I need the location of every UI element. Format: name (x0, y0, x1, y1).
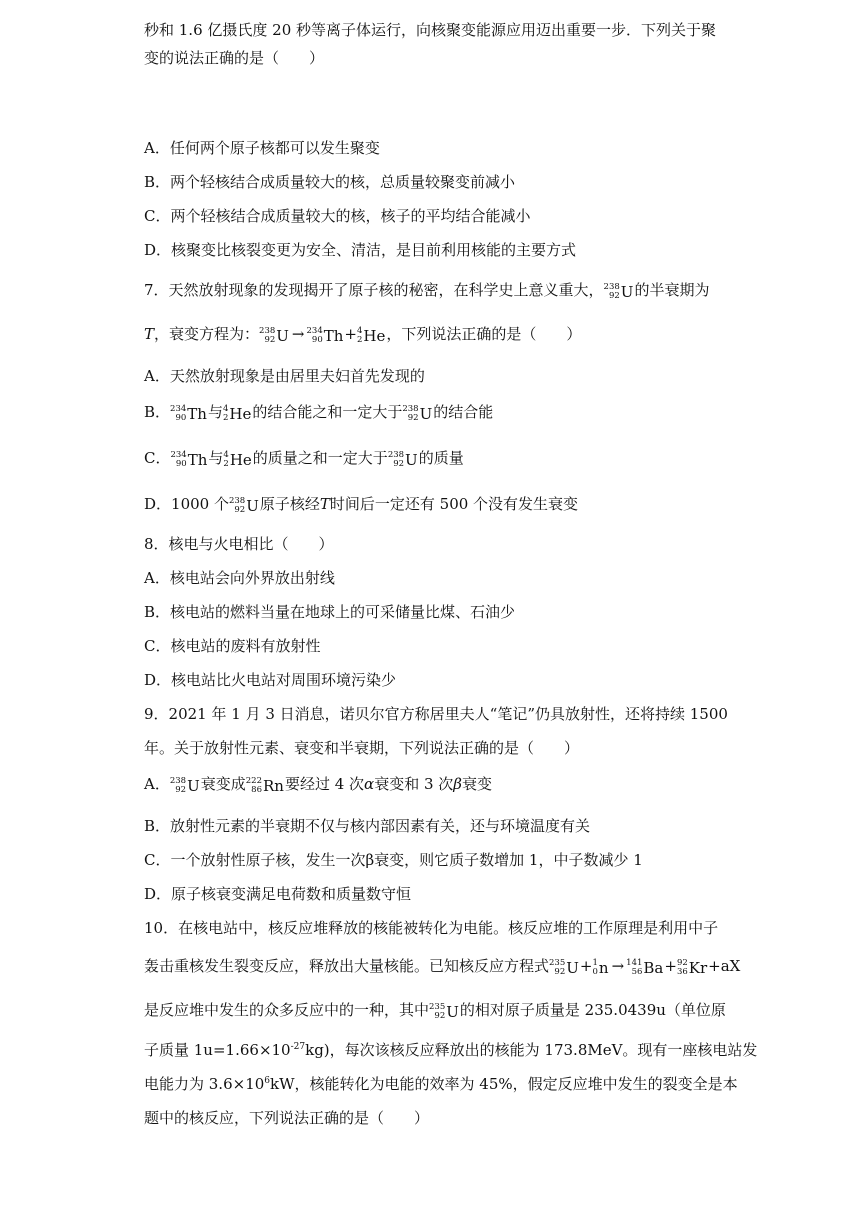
nuclide-neutron: 1 0 n (592, 957, 609, 977)
q10-stem-line5: 电能力为 $3.6\times 10^6kW$，核能转化为电能的效率为 45%，假定反应堆中发生的裂变全是本 (144, 1075, 738, 1093)
nuclide-kr92: 92 36 Kr (676, 957, 708, 977)
q6-option-b: B．两个轻核结合成质量较大的核，总质量较聚变前减小 (144, 173, 516, 191)
q10-stem-line3: 是反应堆中发生的众多反应中的一种，其中 235 92 U的相对原子质量是 235.0439u（单位原 (144, 1001, 726, 1021)
q7-option-b: B． 234 90 Th与 4 2 He的结合能之和一定大于 238 92 U的结合能 (144, 403, 494, 423)
nuclide-u238: 238 92 U (603, 281, 634, 301)
q6-stem-line1: 秒和 1.6 亿摄氏度 20 秒等离子体运行，向核聚变能源应用迈出重要一步．下列关于聚 (144, 21, 717, 39)
nuclide-he4: 4 2 He (356, 325, 386, 345)
nuclide-u238: 238 92 U (387, 449, 418, 469)
nuclide-u235: 235 92 U (549, 957, 579, 977)
nuclide-u235: 235 92 U (429, 1001, 459, 1021)
q10-stem-line1: 10．在核电站中，核反应堆释放的核能被转化为电能。核反应堆的工作原理是利用中子 (144, 919, 719, 937)
q8-option-d: D．核电站比火电站对周围环境污染少 (144, 671, 397, 689)
nuclide-rn222: 222 86 Rn (245, 775, 284, 795)
nuclide-u238: 238 92 U (402, 403, 433, 423)
q9-option-c: C．一个放射性原子核，发生一次β衰变，则它质子数增加 1，中子数减少 1 (144, 851, 643, 869)
q7-option-a: A．天然放射现象是由居里夫妇首先发现的 (144, 367, 425, 385)
nuclide-u238: 238 92 U (228, 495, 259, 515)
nuclide-he4: 4 2 He (223, 449, 252, 469)
nuclide-ba141: 141 56 Ba (626, 957, 664, 977)
q9-stem-line1: 9．2021 年 1 月 3 日消息，诺贝尔官方称居里夫人“笔记”仍具放射性，还将持续 1500 (144, 705, 728, 723)
q9-option-b: B．放射性元素的半衰期不仅与核内部因素有关，还与环境温度有关 (144, 817, 591, 835)
q7-stem-line2: T，衰变方程为： 238 92 U → 234 90 Th+ 4 2 He，下列说法正确的是（ ） (144, 325, 582, 345)
q9-option-d: D．原子核衰变满足电荷数和质量数守恒 (144, 885, 412, 903)
nuclide-th234: 234 90 Th (306, 325, 344, 345)
q6-option-a: A．任何两个原子核都可以发生聚变 (144, 139, 380, 157)
nuclide-u238: 238 92 U (259, 325, 289, 345)
q9-option-a: A． 238 92 U衰变成 222 86 Rn要经过 4 次α衰变和 3 次β衰变 (144, 775, 492, 795)
q7-option-c: C． 234 90 Th与 4 2 He的质量之和一定大于 238 92 U的质量 (144, 449, 464, 469)
q10-stem-line6: 题中的核反应，下列说法正确的是（ ） (144, 1109, 430, 1127)
q6-stem-line2: 变的说法正确的是（ ） (144, 49, 325, 67)
q8-option-a: A．核电站会向外界放出射线 (144, 569, 335, 587)
q8-stem: 8．核电与火电相比（ ） (144, 535, 334, 553)
q9-stem-line2: 年。关于放射性元素、衰变和半衰期，下列说法正确的是（ ） (144, 739, 580, 757)
nuclide-th234: 234 90 Th (170, 449, 208, 469)
q8-option-b: B．核电站的燃料当量在地球上的可采储量比煤、石油少 (144, 603, 516, 621)
q10-stem-line4: 子质量 $1u=1.66\times 10^{-27}kg$)，每次该核反应释放出的核能为 173.8MeV。现有一座核电站发 (144, 1041, 758, 1059)
q7-stem-line1: 7．天然放射现象的发现揭开了原子核的秘密，在科学史上意义重大， 238 92 U的半衰期为 (144, 281, 710, 301)
q7-option-d: D．1000 个 238 92 U原子核经T时间后一定还有 500 个没有发生衰变 (144, 495, 579, 515)
nuclide-th234: 234 90 Th (170, 403, 207, 423)
nuclide-he4: 4 2 He (222, 403, 252, 423)
q6-option-c: C．两个轻核结合成质量较大的核，核子的平均结合能减小 (144, 207, 531, 225)
q8-option-c: C．核电站的废料有放射性 (144, 637, 321, 655)
q6-option-d: D．核聚变比核裂变更为安全、清洁，是目前利用核能的主要方式 (144, 241, 577, 259)
q10-stem-line2: 轰击重核发生裂变反应，释放出大量核能。已知核反应方程式 235 92 U+ 1 0 n → 141 56 Ba+ 92 36 Kr+aX (144, 957, 741, 977)
nuclide-u238: 238 92 U (169, 775, 200, 795)
